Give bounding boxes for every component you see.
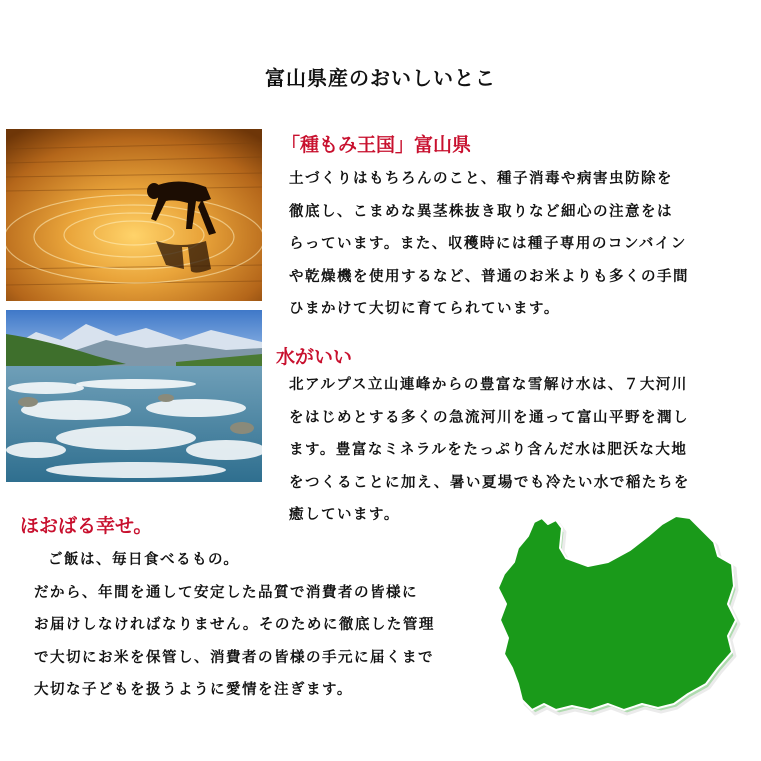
seed-kingdom-text (289, 163, 689, 326)
text-line: 徹底し、こまめな異茎株抜き取りなど細心の注意をは (289, 202, 673, 220)
heading-good-water: 水がいい (276, 346, 353, 368)
text-line: 土づくりはもちろんのこと、種子消毒や病害虫防除を (289, 170, 673, 187)
text-line: ご飯は、毎日食べるもの。 (48, 551, 240, 568)
text-line: や乾燥機を使用するなど、普通のお米よりも多くの手間 (289, 267, 689, 285)
text-line: 癒しています。 (289, 506, 400, 523)
text-line: だから、年間を通して安定した品質で消費者の皆様に (34, 583, 418, 601)
text-line: らっています。また、収穫時には種子専用のコンバイン (289, 235, 687, 252)
text-line: をつくることに加え、暑い夏場でも冷たい水で稲たちを (289, 473, 690, 491)
text-line: ひまかけて大切に育てられています。 (289, 300, 560, 317)
happiness-text (34, 544, 435, 707)
text-line: をはじめとする多くの急流河川を通って富山平野を潤し (289, 408, 689, 426)
text-line: お届けしなければなりません。そのために徹底した管理 (34, 616, 435, 633)
heading-seed-kingdom: 「種もみ王国」富山県 (281, 134, 472, 156)
page-title: 富山県産のおいしいとこ (265, 66, 496, 90)
toyama-map-icon (492, 508, 744, 723)
rice-paddy-photo (6, 129, 262, 301)
text-line: 大切な子どもを扱うように愛情を注ぎます。 (34, 681, 353, 698)
text-line: ます。豊富なミネラルをたっぷり含んだ水は肥沃な大地 (289, 441, 688, 458)
river-mountain-photo (6, 310, 262, 482)
heading-happiness: ほおばる幸せ。 (20, 515, 153, 537)
text-line: で大切にお米を保管し、消費者の皆様の手元に届くまで (34, 648, 434, 666)
text-line: 北アルプス立山連峰からの豊富な雪解け水は、７大河川 (289, 376, 688, 393)
